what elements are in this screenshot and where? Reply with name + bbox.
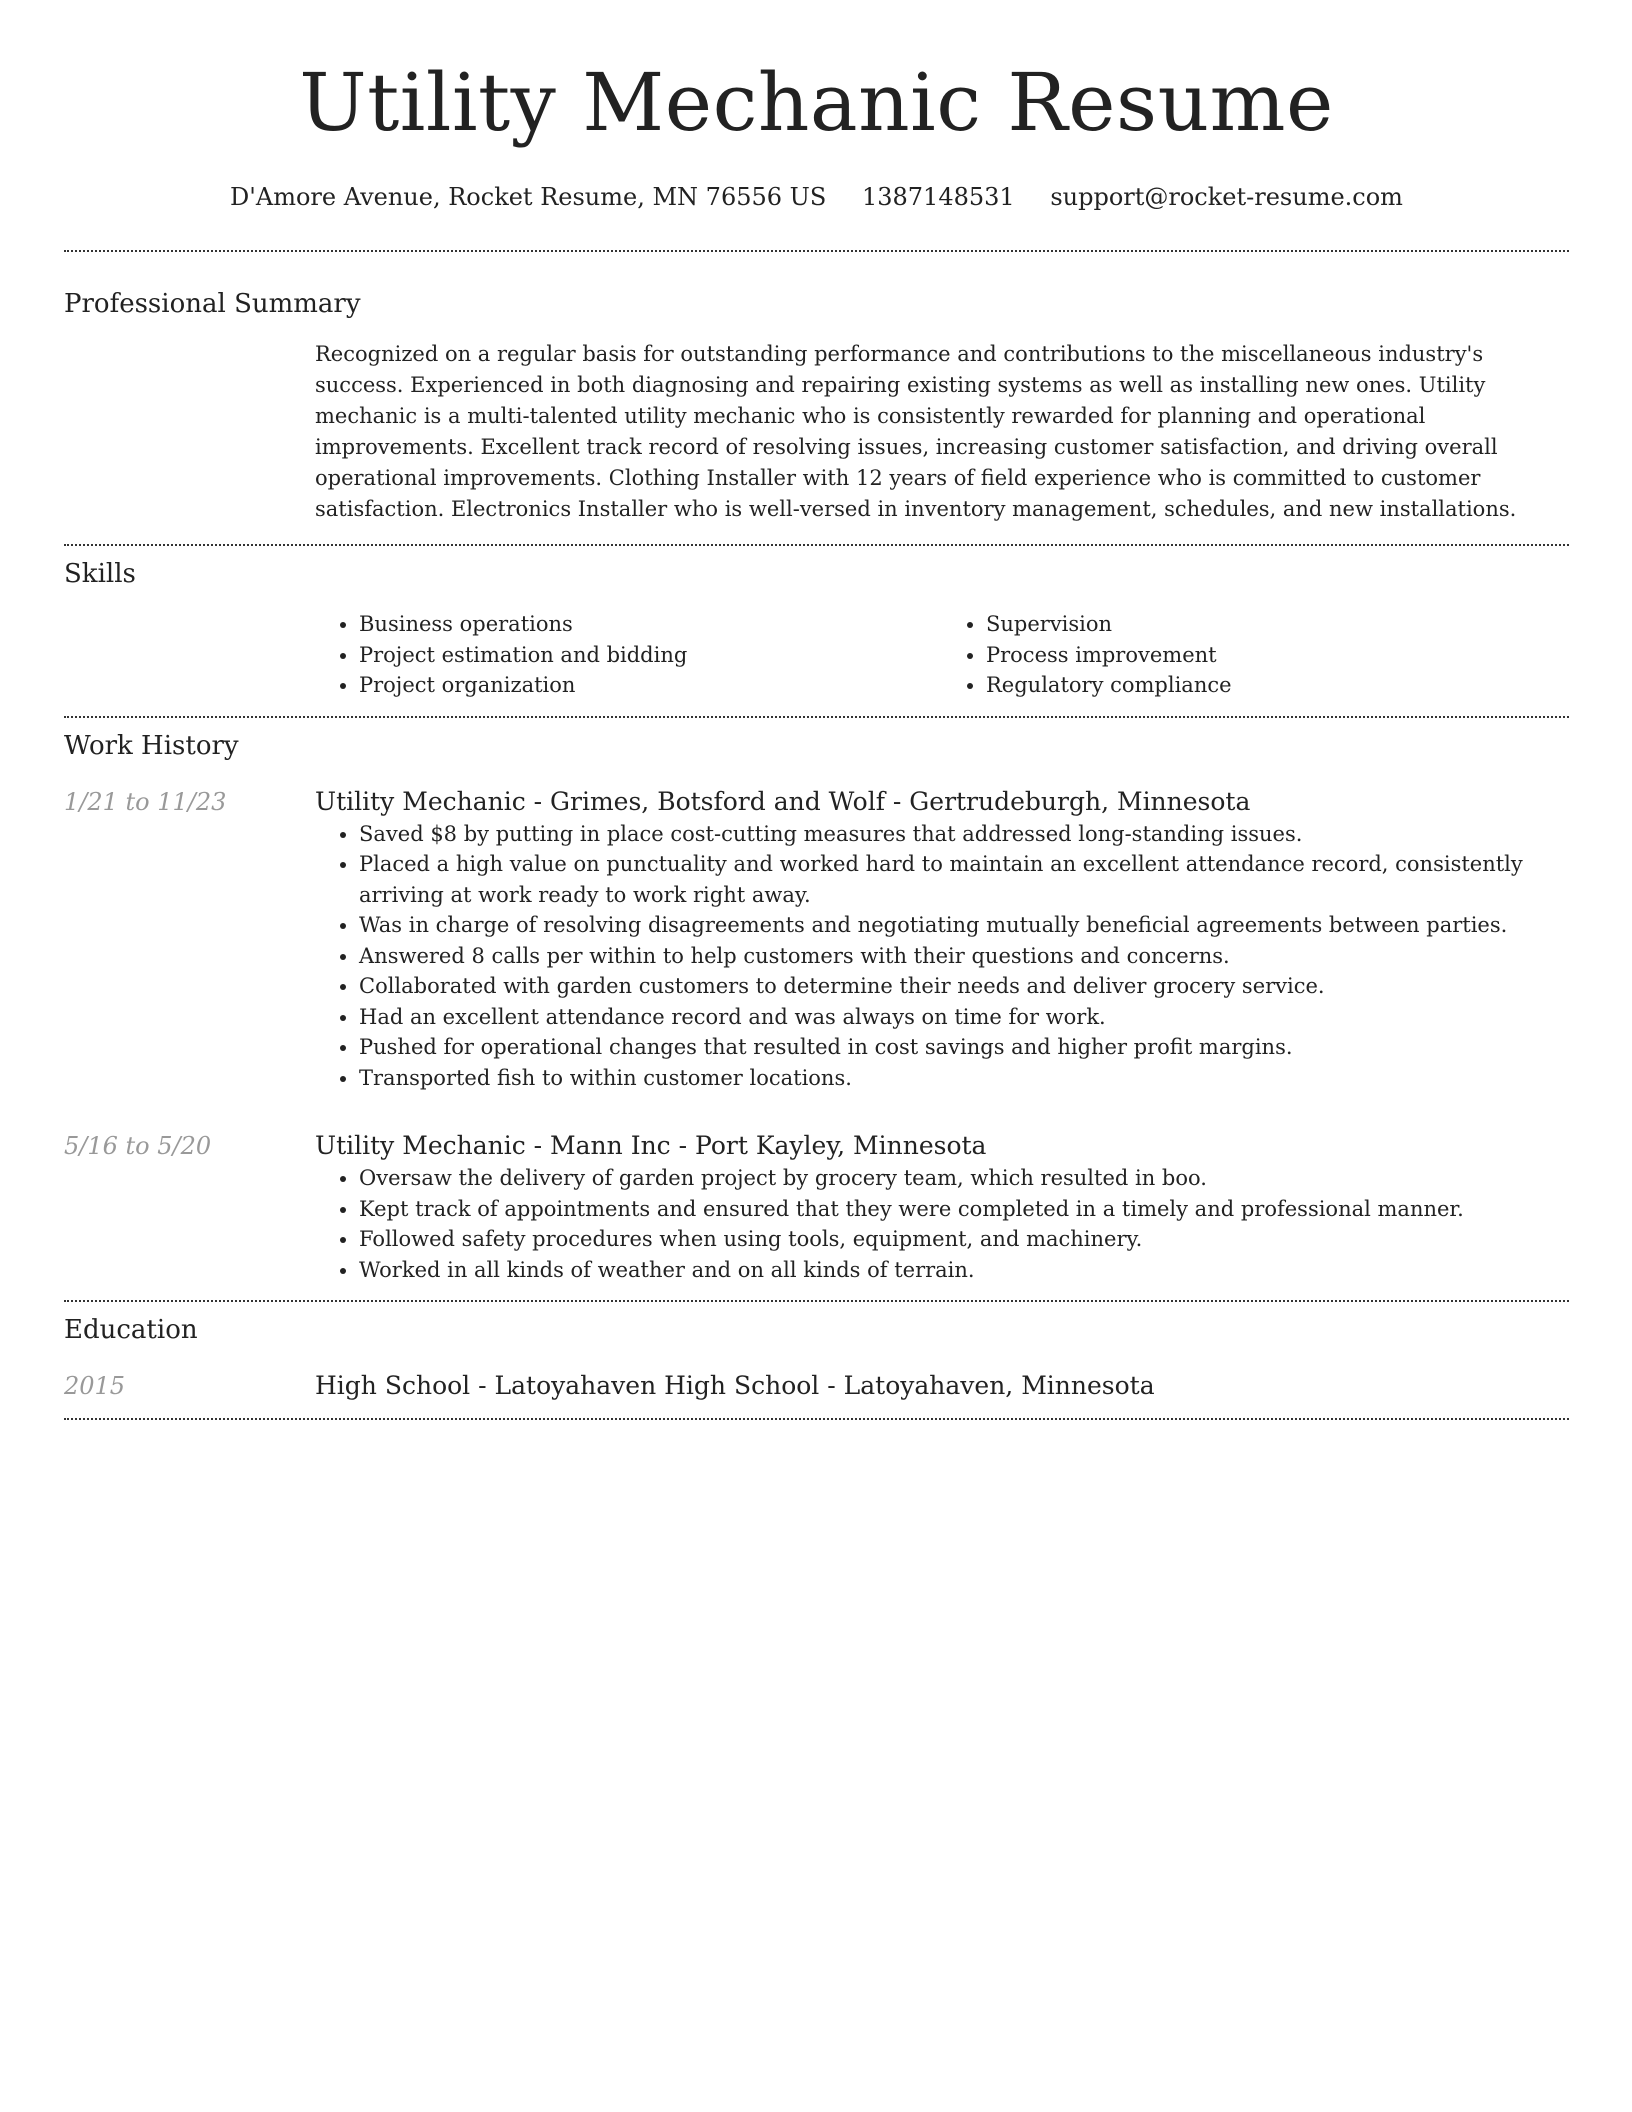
skills-column-right [942, 609, 1569, 701]
job-bullet: • Collaborated with garden customers to determine their needs and deliver grocery service. [359, 971, 1569, 1002]
education-details [315, 1369, 1569, 1403]
skills-list [315, 609, 1569, 701]
job-bullets [315, 819, 1569, 1094]
skill-item: • Business operations [359, 609, 942, 640]
skill-item: • Project estimation and bidding [359, 640, 942, 671]
skills-section [64, 546, 1569, 716]
skill-item: • Project organization [359, 670, 942, 701]
job-bullet: • Had an excellent attendance record and was always on time for work. [359, 1002, 1569, 1033]
job-bullet: • Followed safety procedures when using tools, equipment, and machinery. [359, 1224, 1569, 1255]
job-entry [64, 785, 1569, 1094]
job-bullets [315, 1163, 1569, 1285]
contact-address: D'Amore Avenue, Rocket Resume, MN 76556 US [230, 183, 827, 211]
contact-info [64, 180, 1569, 214]
job-bullet: • Pushed for operational changes that resulted in cost savings and higher profit margins. [359, 1032, 1569, 1063]
education-date: 2015 [64, 1372, 126, 1400]
job-bullet: • Was in charge of resolving disagreements and negotiating mutually beneficial agreements between parties. [359, 910, 1569, 941]
job-bullet: • Placed a high value on punctuality and worked hard to maintain an excellent attendance record, consistently arriving at work ready to work right away. [359, 849, 1569, 910]
skill-item: • Supervision [986, 609, 1569, 640]
summary-text: Recognized on a regular basis for outstanding performance and contributions to the miscellaneous industry's success. Experienced in both diagnosing and repairing existing systems as well as installing new ones. Utility mechanic is a multi-talented utility mechanic who is consistently rewarded for planning and operational improvements. Excellent track record of resolving issues, increasing customer satisfaction, and driving overall operational improvements. Clothing Installer with 12 years of field experience who is committed to customer satisfaction. Electronics Installer who is well-versed in inventory management, schedules, and new installations. [315, 342, 1517, 521]
summary-section [64, 252, 1569, 544]
resume-title: Utility Mechanic Resume [299, 56, 1334, 149]
work-history-heading: Work History [64, 730, 239, 761]
education-title: High School - Latoyahaven High School - Latoyahaven, Minnesota [315, 1371, 1155, 1400]
job-details [315, 785, 1569, 1094]
job-details [315, 1129, 1569, 1285]
job-dates: 1/21 to 11/23 [64, 787, 227, 816]
job-bullet: • Saved $8 by putting in place cost-cutting measures that addressed long-standing issues. [359, 819, 1569, 850]
skills-column-left [315, 609, 942, 701]
summary-heading: Professional Summary [64, 289, 361, 319]
job-bullet: • Worked in all kinds of weather and on all kinds of terrain. [359, 1255, 1569, 1286]
contact-email[interactable]: support@rocket-resume.com [1050, 183, 1403, 211]
skills-heading: Skills [64, 559, 136, 589]
section-divider [64, 1418, 1569, 1420]
job-bullet: • Answered 8 calls per within to help customers with their questions and concerns. [359, 941, 1569, 972]
education-heading: Education [64, 1315, 198, 1345]
job-entry [64, 1129, 1569, 1285]
job-title: Utility Mechanic - Grimes, Botsford and Wolf - Gertrudeburgh, Minnesota [315, 786, 1251, 816]
work-history-section [64, 718, 1569, 1301]
job-bullet: • Oversaw the delivery of garden project by grocery team, which resulted in boo. [359, 1163, 1569, 1194]
skill-item: • Regulatory compliance [986, 670, 1569, 701]
job-bullet: • Transported fish to within customer locations. [359, 1063, 1569, 1094]
contact-phone: 1387148531 [861, 183, 1015, 211]
education-entry [64, 1369, 1569, 1403]
education-section [64, 1302, 1569, 1418]
job-dates: 5/16 to 5/20 [64, 1132, 212, 1160]
skill-item: • Process improvement [986, 640, 1569, 671]
job-bullet: • Kept track of appointments and ensured that they were completed in a timely and professional manner. [359, 1194, 1569, 1225]
summary-body [315, 339, 1569, 525]
job-title: Utility Mechanic - Mann Inc - Port Kayley, Minnesota [315, 1131, 987, 1160]
